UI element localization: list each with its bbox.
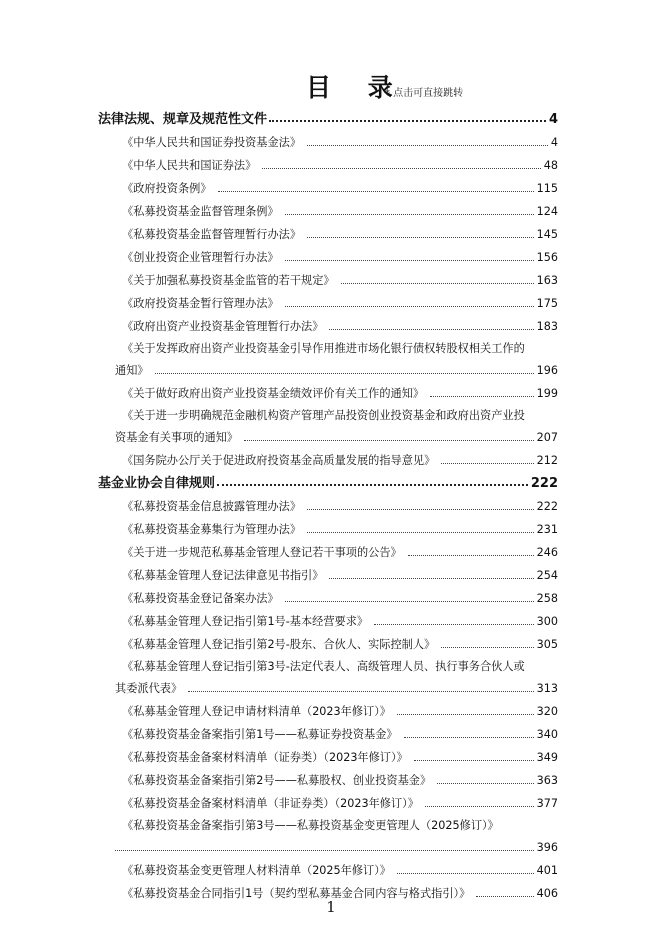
toc-entry-row[interactable] [98, 854, 558, 877]
toc-entry-row[interactable] [98, 310, 558, 333]
toc-entry-title: 《私募投资基金募集行为管理办法》 [122, 523, 302, 536]
toc-entry-page: 196 [536, 364, 558, 377]
toc-entry-row[interactable] [98, 810, 558, 832]
toc-entry-title: 《政府投资基金暂行管理办法》 [122, 297, 279, 310]
toc-entry-page: 199 [536, 387, 558, 400]
toc-entry-title: 《国务院办公厅关于促进政府投资基金高质量发展的指导意见》 [122, 454, 436, 467]
toc-entry-page: 163 [536, 274, 558, 287]
toc-entry-title: 《私募投资基金变更管理人材料清单（2025年修订）》 [122, 864, 391, 877]
toc-entry-page: 212 [536, 454, 558, 467]
dot-leader [262, 168, 540, 169]
toc-entry-title: 其委派代表》 [115, 682, 183, 695]
dot-leader [217, 484, 528, 486]
toc-entry-title: 《私募投资基金备案指引第3号——私募投资基金变更管理人（2025修订）》 [122, 819, 499, 832]
toc-entry-title: 《中华人民共和国证券法》 [122, 159, 257, 172]
dot-leader [307, 237, 534, 238]
toc-entry-row[interactable] [98, 651, 558, 673]
dot-leader [115, 850, 534, 851]
page-number: 1 [326, 898, 336, 916]
dot-leader [285, 260, 534, 261]
dot-leader [285, 601, 534, 602]
toc-entry-row[interactable] [98, 877, 558, 900]
dot-leader [307, 145, 548, 146]
toc-entry-page: 313 [536, 682, 558, 695]
dot-leader [307, 532, 534, 533]
dot-leader [404, 737, 534, 738]
toc-entry-title: 《关于进一步规范私募基金管理人登记若干事项的公告》 [122, 546, 402, 559]
toc-entry-title: 《关于做好政府出资产业投资基金绩效评价有关工作的通知》 [122, 387, 425, 400]
toc-entry-page: 246 [536, 546, 558, 559]
toc-entry-page: 300 [536, 615, 558, 628]
toc-entry-title: 《私募投资基金监督管理条例》 [122, 205, 279, 218]
dot-leader [244, 440, 534, 441]
toc-entry-title: 《关于发挥政府出资产业投资基金引导作用推进市场化银行债权转股权相关工作的 [122, 342, 525, 355]
table-of-contents [98, 103, 558, 900]
toc-entry-row[interactable] [98, 718, 558, 741]
toc-entry-title: 《私募基金管理人登记法律意见书指引》 [122, 569, 324, 582]
dot-leader [437, 783, 533, 784]
dot-leader [408, 555, 534, 556]
toc-entry-row[interactable] [98, 787, 558, 810]
toc-entry-row[interactable] [98, 628, 558, 651]
dot-leader [397, 873, 534, 874]
toc-entry-page: 305 [536, 638, 558, 651]
toc-entry-title: 《私募投资基金备案指引第1号——私募证券投资基金》 [122, 728, 398, 741]
toc-entry-title: 《私募投资基金合同指引1号（契约型私募基金合同内容与格式指引）》 [122, 887, 471, 900]
toc-entry-page: 363 [536, 774, 558, 787]
toc-entry-page: 183 [536, 320, 558, 333]
toc-entry-title: 《创业投资企业管理暂行办法》 [122, 251, 279, 264]
toc-entry-row[interactable] [98, 582, 558, 605]
toc-entry-title: 《私募基金管理人登记指引第2号-股东、合伙人、实际控制人》 [122, 638, 436, 651]
toc-entry-page: 124 [536, 205, 558, 218]
toc-section-title: 基金业协会自律规则 [98, 476, 216, 491]
dot-leader [218, 191, 534, 192]
toc-entry-row[interactable] [98, 287, 558, 310]
toc-entry-title: 《关于加强私募投资基金监管的若干规定》 [122, 274, 335, 287]
toc-entry-title: 《私募投资基金备案指引第2号——私募股权、创业投资基金》 [122, 774, 432, 787]
toc-entry-page: 401 [536, 864, 558, 877]
toc-entry-page: 406 [536, 887, 558, 900]
toc-entry-page: 145 [536, 228, 558, 241]
toc-entry-row[interactable] [98, 673, 558, 695]
jump-hint: * 点击可直接跳转 [385, 88, 464, 99]
dot-leader [285, 306, 534, 307]
dot-leader [269, 120, 546, 122]
toc-entry-row[interactable] [98, 377, 558, 400]
toc-entry-row[interactable] [98, 333, 558, 355]
dot-leader [414, 760, 534, 761]
dot-leader [425, 806, 534, 807]
dot-leader [155, 373, 534, 374]
toc-entry-title: 资基金有关事项的通知》 [115, 431, 239, 444]
toc-entry-page: 340 [536, 728, 558, 741]
toc-entry-page: 254 [536, 569, 558, 582]
toc-section-title: 法律法规、规章及规范性文件 [98, 112, 268, 127]
toc-entry-row[interactable] [98, 218, 558, 241]
toc-entry-row[interactable] [98, 741, 558, 764]
toc-section-page: 4 [548, 112, 558, 127]
toc-entry-page: 207 [536, 431, 558, 444]
toc-entry-title: 《私募基金管理人登记指引第1号-基本经营要求》 [122, 615, 369, 628]
dot-leader [285, 214, 534, 215]
dot-leader [441, 647, 533, 648]
toc-entry-row[interactable] [98, 444, 558, 467]
dot-leader [341, 283, 534, 284]
toc-section-row[interactable] [98, 467, 558, 490]
toc-entry-title: 《私募基金管理人登记指引第3号-法定代表人、高级管理人员、执行事务合伙人或 [122, 660, 525, 673]
toc-entry-row[interactable] [98, 241, 558, 264]
toc-entry-page: 231 [536, 523, 558, 536]
toc-entry-page: 396 [536, 841, 558, 854]
toc-entry-title: 《私募投资基金备案材料清单（证券类）（2023年修订）》 [122, 751, 408, 764]
toc-entry-title: 《私募基金管理人登记申请材料清单（2023年修订）》 [122, 705, 391, 718]
toc-entry-row[interactable] [98, 490, 558, 513]
toc-entry-page: 115 [536, 182, 558, 195]
toc-entry-row[interactable] [98, 513, 558, 536]
toc-entry-page: 222 [536, 500, 558, 513]
dot-leader [476, 896, 533, 897]
toc-entry-row[interactable] [98, 605, 558, 628]
toc-entry-title: 通知》 [115, 364, 149, 377]
dot-leader [329, 329, 533, 330]
toc-entry-page: 4 [550, 136, 558, 149]
toc-entry-page: 377 [536, 797, 558, 810]
toc-entry-page: 175 [536, 297, 558, 310]
toc-entry-page: 156 [536, 251, 558, 264]
toc-entry-row[interactable] [98, 195, 558, 218]
dot-leader [430, 396, 534, 397]
toc-entry-row[interactable] [98, 832, 558, 854]
title-row [0, 64, 662, 104]
toc-entry-title: 《政府投资条例》 [122, 182, 212, 195]
toc-entry-row[interactable] [98, 400, 558, 422]
toc-entry-title: 《政府出资产业投资基金管理暂行办法》 [122, 320, 324, 333]
toc-entry-page: 320 [536, 705, 558, 718]
toc-entry-row[interactable] [98, 422, 558, 444]
toc-entry-title: 《中华人民共和国证券投资基金法》 [122, 136, 302, 149]
toc-entry-row[interactable] [98, 126, 558, 149]
dot-leader [329, 578, 533, 579]
toc-entry-row[interactable] [98, 764, 558, 787]
toc-entry-title: 《私募投资基金信息披露管理办法》 [122, 500, 302, 513]
page-title: 目 录 [306, 73, 407, 102]
toc-entry-page: 48 [543, 159, 558, 172]
toc-entry-title: 《私募投资基金监督管理暂行办法》 [122, 228, 302, 241]
toc-entry-title: 《私募投资基金登记备案办法》 [122, 592, 279, 605]
toc-entry-row[interactable] [98, 559, 558, 582]
toc-entry-row[interactable] [98, 536, 558, 559]
dot-leader [374, 624, 534, 625]
toc-entry-row[interactable] [98, 172, 558, 195]
dot-leader [441, 463, 533, 464]
toc-entry-row[interactable] [98, 355, 558, 377]
toc-entry-row[interactable] [98, 695, 558, 718]
toc-entry-page: 349 [536, 751, 558, 764]
toc-section-row[interactable] [98, 103, 558, 126]
toc-entry-title: 《私募投资基金备案材料清单（非证券类）（2023年修订）》 [122, 797, 419, 810]
dot-leader [397, 714, 534, 715]
dot-leader [188, 691, 534, 692]
toc-entry-row[interactable] [98, 149, 558, 172]
toc-entry-page: 258 [536, 592, 558, 605]
toc-section-page: 222 [530, 476, 558, 491]
toc-entry-row[interactable] [98, 264, 558, 287]
dot-leader [307, 509, 534, 510]
toc-entry-title: 《关于进一步明确规范金融机构资产管理产品投资创业投资基金和政府出资产业投 [122, 409, 525, 422]
